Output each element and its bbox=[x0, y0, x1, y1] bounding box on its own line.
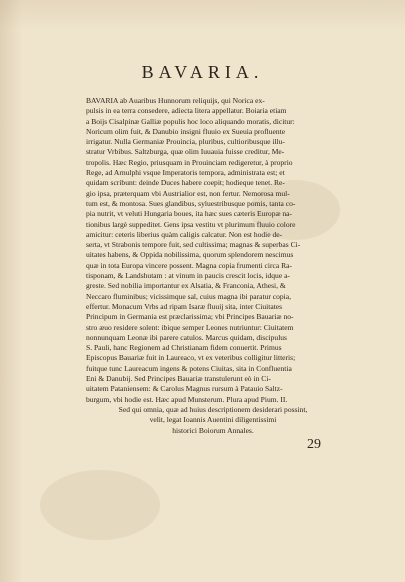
paper-blot bbox=[40, 470, 160, 540]
text-line: Rege, ad Arnulphi vsque Imperatoris tempora, administrata est; et bbox=[86, 168, 285, 178]
text-line: uitatem Pataniensem: & Carolus Magnus rursum à Patauio Saltz- bbox=[86, 384, 283, 394]
text-line: greste. Sed nobilia importantur ex Alsatia, & Franconia, Athesi, & bbox=[86, 281, 286, 291]
text-line: fuitque tunc Laureacum ingens & potens Ciuitas, sita in Confluentia bbox=[86, 363, 292, 373]
text-line: burgum, vbi hodie est. Hæc apud Munsterum. Plura apud Pium. II. bbox=[86, 394, 288, 404]
text-line: Neccaro fluminibus; vicissimque sal, cuius magna ibi paratur copia, bbox=[86, 291, 291, 301]
page-edge-stain bbox=[0, 0, 22, 582]
text-line: pulsis in ea terra consedere, adiecta litera appellatur. Boiaria etiam bbox=[86, 106, 287, 116]
text-line: uitates habens, & Oppida nobilissima, quorum splendorem nescimus bbox=[86, 250, 294, 260]
page-title: BAVARIA. bbox=[141, 62, 264, 82]
text-line: Eni & Danubij. Sed Principes Bauariæ transtulerunt eò in Ci- bbox=[86, 374, 271, 384]
text-line: amicitur: ceteris liberius quàm caligis calcatur. Non est hodie de- bbox=[86, 229, 283, 239]
text-line: nonnunquam Leonæ ibi parere catulos. Marcus quidam, discipulus bbox=[86, 332, 287, 342]
text-line: tionibus largè suppeditet. Gens ipsa vestitu vt plurimum fluuio colore bbox=[86, 219, 296, 229]
text-line: a Boijs Cisalpinæ Galliæ populis hoc loco aliquando moratis, dicitur: bbox=[86, 116, 295, 126]
text-line: serta, vt Strabonis tempore fuit, sed cultissima; magnas & superbas Ci- bbox=[86, 240, 301, 250]
text-line: stratur Vrbibus. Saltzburga, quæ olim Iuuauia fuisse creditur, Me- bbox=[86, 147, 285, 157]
text-line: Noricum olim fuit, & Danubio insigni fluuio ex Sueuia profluente bbox=[86, 126, 286, 136]
text-line: tum est, & montosa. Sues glandibus, syluestribusque pomis, tanta co- bbox=[86, 198, 296, 208]
text-line: S. Pauli, hanc Regionem ad Christianam fidem conuertit. Primus bbox=[86, 343, 282, 353]
body-text bbox=[86, 96, 340, 436]
text-line: velit, legat Ioannis Auentini diligentissimi bbox=[149, 415, 277, 425]
text-line: effertur. Monacum Vrbs ad ripam Isaræ fluuij sita, inter Ciuitates bbox=[86, 301, 283, 311]
text-line: tisponam, & Landshutam : at vinum in paucis crescit locis, idque a- bbox=[86, 271, 290, 281]
text-line: pia nutrit, vt veluti Hungaria boues, ita hæc sues cæteris Europæ na- bbox=[86, 209, 293, 219]
text-line: gio ipsa, præterquam vbi Austrialior est, non fertur. Nemorosa mul- bbox=[86, 188, 290, 198]
text-line: quæ in tota Europa vincere possent. Magna copia frumenti circa Ra- bbox=[86, 260, 293, 270]
text-line: stro æuo residere solent: ibique semper Leones nutriuntur: Ciuitatem bbox=[86, 322, 294, 332]
text-line: historici Boiorum Annales. bbox=[172, 425, 254, 435]
text-line: irrigatur. Nulla Germaniæ Prouincia, pluribus, cultioribusque illu- bbox=[86, 137, 285, 147]
text-line: BAVARIA ab Auaribus Hunnorum reliquijs, qui Norica ex- bbox=[86, 96, 265, 105]
page-number: 29 bbox=[307, 437, 321, 452]
text-line: quidam scribunt: deinde Duces habere coepit; hodieque tenet. Re- bbox=[86, 178, 285, 188]
text-line: tropolis. Hæc Regio, priusquam in Prouinciam redigeretur, à proprio bbox=[86, 157, 293, 167]
text-line: Sed qui omnia, quæ ad huius descriptionem desiderari possint, bbox=[118, 404, 308, 414]
text-line: Principum in Germania est præclarissima; vbi Principes Bauariæ no- bbox=[86, 312, 294, 322]
page-top-stain bbox=[0, 0, 405, 30]
text-line: Episcopus Bauariæ fuit in Laureaco, vt ex veteribus colligitur litteris; bbox=[86, 353, 296, 363]
